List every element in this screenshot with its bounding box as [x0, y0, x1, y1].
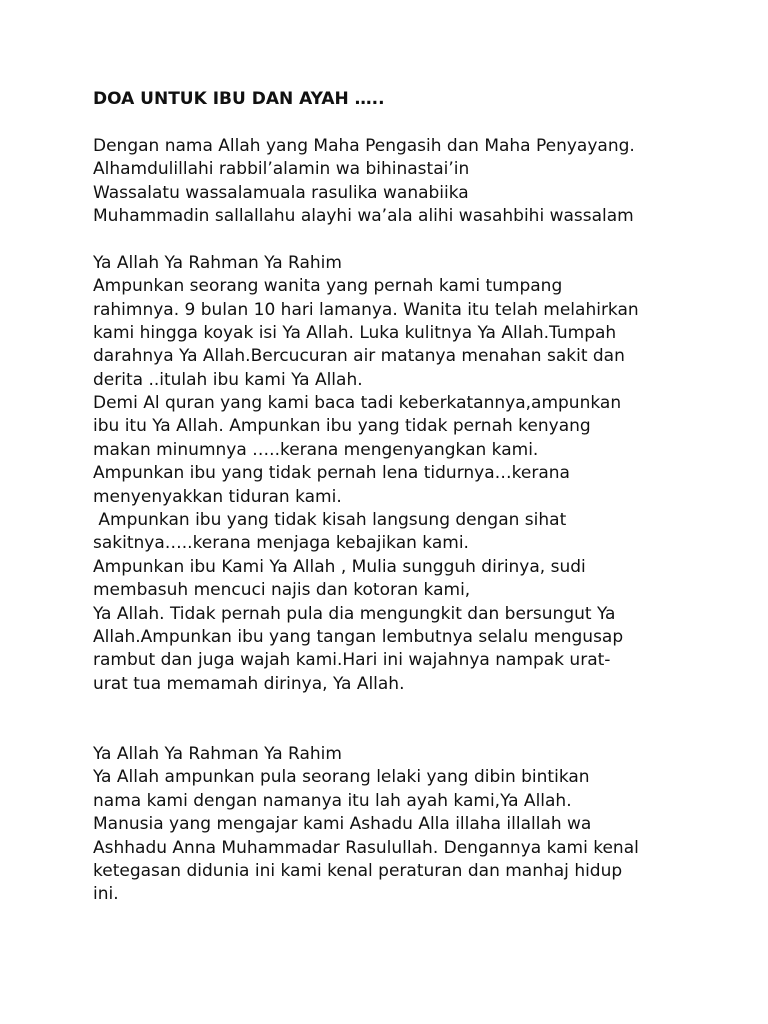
- mother-paragraph: [93, 252, 693, 696]
- father-paragraph: [93, 743, 693, 907]
- text-line: Ampunkan ibu yang tidak pernah lena tidurnya…kerana: [93, 463, 570, 484]
- spacer: [93, 228, 693, 251]
- text-line: nama kami dengan namanya itu lah ayah kami,Ya Allah.: [93, 790, 572, 811]
- section-heading: Ya Allah Ya Rahman Ya Rahim: [93, 252, 342, 273]
- text-line: Ampunkan ibu Kami Ya Allah , Mulia sungguh dirinya, sudi: [93, 556, 586, 577]
- text-line: Ashhadu Anna Muhammadar Rasulullah. Dengannya kami kenal: [93, 837, 639, 858]
- text-line: rahimnya. 9 bulan 10 hari lamanya. Wanita itu telah melahirkan: [93, 299, 639, 320]
- section-heading: Ya Allah Ya Rahman Ya Rahim: [93, 743, 342, 764]
- spacer: [93, 696, 693, 743]
- text-line: ketegasan didunia ini kami kenal peraturan dan manhaj hidup: [93, 860, 623, 881]
- text-line: Muhammadin sallallahu alayhi wa’ala alihi wasahbihi wassalam: [93, 205, 634, 226]
- document-page: [93, 88, 693, 907]
- text-line: kami hingga koyak isi Ya Allah. Luka kulitnya Ya Allah.Tumpah: [93, 322, 617, 343]
- text-line: Dengan nama Allah yang Maha Pengasih dan Maha Penyayang.: [93, 135, 635, 156]
- text-line: Ampunkan ibu yang tidak kisah langsung dengan sihat: [93, 510, 567, 531]
- text-line: ini.: [93, 884, 119, 905]
- text-line: makan minumnya …..kerana mengenyangkan kami.: [93, 439, 539, 460]
- text-line: menyenyakkan tiduran kami.: [93, 486, 342, 507]
- text-line: membasuh mencuci najis dan kotoran kami,: [93, 580, 471, 601]
- text-line: Ya Allah. Tidak pernah pula dia mengungkit dan bersungut Ya: [93, 603, 616, 624]
- text-line: rambut dan juga wajah kami.Hari ini wajahnya nampak urat-: [93, 650, 611, 671]
- spacer: [93, 111, 693, 134]
- text-line: Allah.Ampunkan ibu yang tangan lembutnya selalu mengusap: [93, 626, 624, 647]
- text-line: Demi Al quran yang kami baca tadi keberkatannya,ampunkan: [93, 393, 622, 414]
- text-line: sakitnya…..kerana menjaga kebajikan kami.: [93, 533, 469, 554]
- opening-paragraph: [93, 135, 693, 229]
- text-line: Manusia yang mengajar kami Ashadu Alla illaha illallah wa: [93, 814, 592, 835]
- text-line: Alhamdulillahi rabbil’alamin wa bihinastai’in: [93, 159, 470, 180]
- text-line: darahnya Ya Allah.Bercucuran air matanya menahan sakit dan: [93, 346, 625, 367]
- text-line: Ya Allah ampunkan pula seorang lelaki yang dibin bintikan: [93, 767, 590, 788]
- text-line: urat tua memamah dirinya, Ya Allah.: [93, 673, 405, 694]
- text-line: ibu itu Ya Allah. Ampunkan ibu yang tidak pernah kenyang: [93, 416, 591, 437]
- text-line: derita ..itulah ibu kami Ya Allah.: [93, 369, 363, 390]
- text-line: Wassalatu wassalamuala rasulika wanabiika: [93, 182, 469, 203]
- text-line: Ampunkan seorang wanita yang pernah kami tumpang: [93, 276, 563, 297]
- document-title: DOA UNTUK IBU DAN AYAH …..: [93, 89, 385, 109]
